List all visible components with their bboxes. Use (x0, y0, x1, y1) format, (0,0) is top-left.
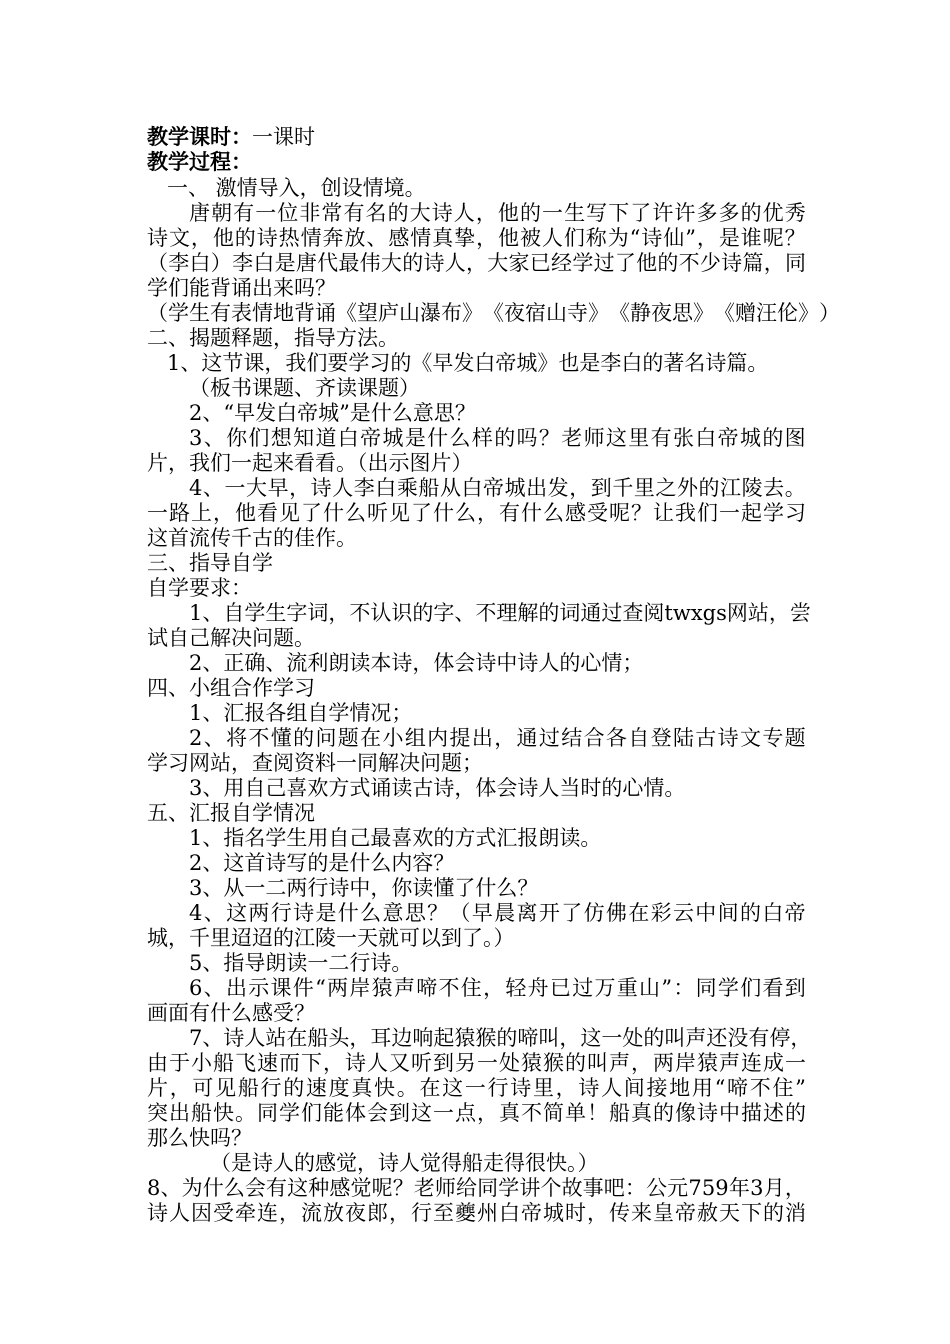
text-line: 3 、 你 们 想 知 道 白 帝 城 是 什 么 样 的 吗 ？ 老 师 这 里 有 张 白 帝 城 的 图 (189, 426, 806, 450)
text-line: 学习网站，查阅资料一同解决问题； (147, 751, 483, 775)
text-line: 唐 朝 有 一 位 非 常 有 名 的 大 诗 人 ， 他 的 一 生 写 下 了 许 许 多 多 的 优 秀 (189, 201, 806, 225)
text-line: 3、从一二两行诗中，你读懂了什么？ (189, 876, 539, 900)
text-line: 二、揭题释题，指导方法。 (147, 326, 399, 350)
text-line: （是诗人的感觉，诗人觉得船走得很快。） (210, 1151, 599, 1175)
text-line: 6 、 出 示 课 件 “ 两 岸 猿 声 啼 不 住 ， 轻 舟 已 过 万 重 山 ” ： 同 学 们 看 到 (189, 976, 806, 1000)
text-line: 城，千里迢迢的江陵一天就可以到了。） (147, 926, 515, 950)
text-line: 自学要求： (147, 576, 252, 600)
text-line: 四、小组合作学习 (147, 676, 315, 700)
heading-label: 教学课时： (147, 124, 252, 149)
text-line: 那么快吗？ (147, 1126, 252, 1150)
text-line: （ 李 白 ） 李 白 是 唐 代 最 伟 大 的 诗 人 ， 大 家 已 经 学 过 了 他 的 不 少 诗 篇 ， 同 (147, 251, 806, 275)
text-line: 4 、 这 两 行 诗 是 什 么 意 思 ？ （ 早 晨 离 开 了 仿 佛 在 彩 云 中 间 的 白 帝 (189, 901, 806, 925)
text-line: 突 出 船 快 。 同 学 们 能 体 会 到 这 一 点 ， 真 不 简 单 ！ 船 真 的 像 诗 中 描 述 的 (147, 1101, 806, 1125)
text-line: 片 ， 可 见 船 行 的 速 度 真 快 。 在 这 一 行 诗 里 ， 诗 人 间 接 地 用 “ 啼 不 住 ” (147, 1076, 806, 1100)
text-line: 3、用自己喜欢方式诵读古诗，体会诗人当时的心情。 (189, 776, 686, 800)
text-line: 1、指名学生用自己最喜欢的方式汇报朗读。 (189, 826, 602, 850)
text-line: 2、这首诗写的是什么内容？ (189, 851, 455, 875)
heading-value: 一课时 (252, 125, 315, 149)
text-line: （板书课题、齐读课题） (189, 376, 420, 400)
text-line: 诗 人 因 受 牵 连 ， 流 放 夜 郎 ， 行 至 夔 州 白 帝 城 时 ， 传 来 皇 帝 赦 天 下 的 消 (147, 1201, 806, 1225)
text-line: 7 、 诗 人 站 在 船 头 ， 耳 边 响 起 猿 猴 的 啼 叫 ， 这 一 处 的 叫 声 还 没 有 停 ， (189, 1026, 812, 1050)
text-line: 诗 文 ， 他 的 诗 热 情 奔 放 、 感 情 真 挚 ， 他 被 人 们 称 为 “ 诗 仙 ” ， 是 谁 呢 ？ (147, 226, 806, 250)
text-line: 一 路 上 ， 他 看 见 了 什 么 听 见 了 什 么 ， 有 什 么 感 受 呢 ？ 让 我 们 一 起 学 习 (147, 501, 806, 525)
text-line: 这首流传千古的佳作。 (147, 526, 357, 550)
text-line: 2、“早发白帝城”是什么意思？ (189, 401, 476, 425)
text-line: 4 、 一 大 早 ， 诗 人 李 白 乘 船 从 白 帝 城 出 发 ， 到 千 里 之 外 的 江 陵 去 。 (189, 476, 806, 500)
text-line: 三、指导自学 (147, 551, 273, 575)
text-line: 画面有什么感受？ (147, 1001, 315, 1025)
text-line: 学们能背诵出来吗？ (147, 276, 336, 300)
text-line: 试自己解决问题。 (147, 626, 315, 650)
heading-label: 教学过程： (147, 149, 252, 174)
text-line (147, 125, 315, 149)
text-line: 1 、 自 学 生 字 词 ， 不 认 识 的 字 、 不 理 解 的 词 通 过 查 阅 t w x g s 网 站 ， 尝 (189, 601, 811, 625)
text-line: 1、汇报各组自学情况； (189, 701, 413, 725)
text-line: 5、指导朗读一二行诗。 (189, 951, 413, 975)
text-line: 1、这节课，我们要学习的《早发白帝城》也是李白的著名诗篇。 (167, 351, 769, 375)
text-line: （ 学 生 有 表 情 地 背 诵 《 望 庐 山 瀑 布 》 《 夜 宿 山 寺 》 《 静 夜 思 》 《 赠 汪 伦 》 ） (147, 301, 840, 325)
text-line: 一、 激情导入，创设情境。 (167, 176, 426, 200)
text-line: 2 、 将 不 懂 的 问 题 在 小 组 内 提 出 ， 通 过 结 合 各 自 登 陆 古 诗 文 专 题 (189, 726, 806, 750)
text-line: 五、汇报自学情况 (147, 801, 315, 825)
text-line: 8 、 为 什 么 会 有 这 种 感 觉 呢 ？ 老 师 给 同 学 讲 个 故 事 吧 ： 公 元 7 5 9 年 3 月 ， (147, 1176, 806, 1200)
text-line: 片，我们一起来看看。（出示图片） (147, 451, 473, 475)
text-line: 由 于 小 船 飞 速 而 下 ， 诗 人 又 听 到 另 一 处 猿 猴 的 叫 声 ， 两 岸 猿 声 连 成 一 (147, 1051, 806, 1075)
text-line (147, 150, 252, 174)
text-line: 2、正确、流利朗读本诗，体会诗中诗人的心情； (189, 651, 644, 675)
